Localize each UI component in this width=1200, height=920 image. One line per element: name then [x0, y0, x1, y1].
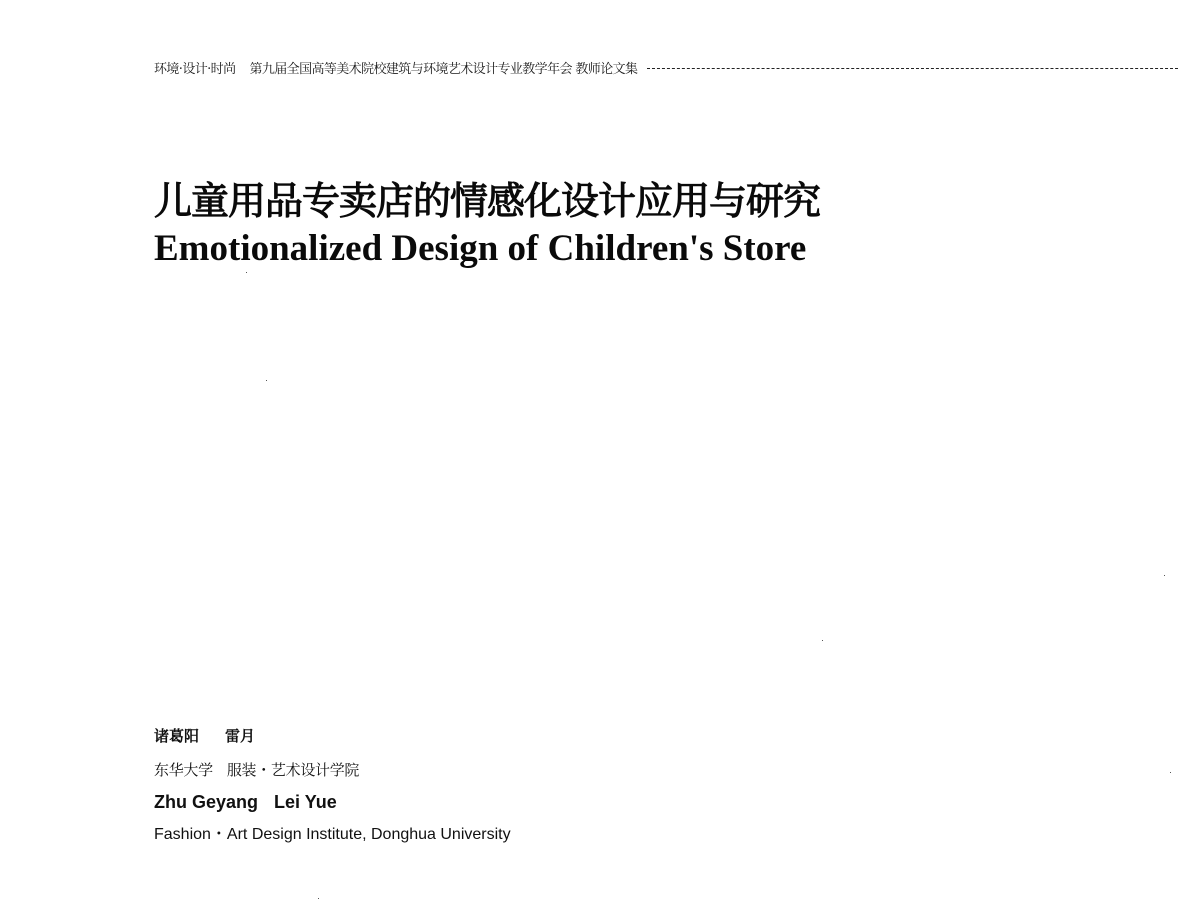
scan-speck — [266, 380, 267, 381]
running-header-section: 环境·设计·时尚 — [154, 61, 236, 77]
scan-speck — [246, 272, 247, 273]
article-title-zh: 儿童用品专卖店的情感化设计应用与研究 — [154, 178, 821, 223]
affiliation-zh-school: 服装・艺术设计学院 — [226, 761, 360, 779]
author-names-en — [154, 790, 854, 814]
author-name-en-1: Zhu Geyang — [154, 792, 259, 812]
article-title-en: Emotionalized Design of Children's Store — [154, 228, 807, 269]
affiliation-en: Fashion・Art Design Institute, Donghua University — [154, 826, 511, 843]
scan-speck — [822, 640, 823, 641]
author-name-en-2: Lei Yue — [274, 792, 337, 812]
running-header-journal: 第九届全国高等美术院校建筑与环境艺术设计专业教学年会 教师论文集 — [249, 61, 638, 77]
author-block — [154, 724, 854, 847]
author-name-zh-1: 诸葛阳 — [154, 727, 200, 745]
author-names-zh — [154, 724, 854, 748]
scan-speck — [318, 898, 319, 899]
scan-speck — [1170, 772, 1171, 773]
affiliation-zh — [154, 758, 854, 782]
scan-speck — [1164, 575, 1165, 576]
author-name-zh-2: 雷月 — [225, 727, 256, 745]
running-header — [154, 56, 1178, 78]
running-header-rule — [647, 68, 1178, 69]
affiliation-zh-university: 东华大学 — [154, 761, 213, 779]
